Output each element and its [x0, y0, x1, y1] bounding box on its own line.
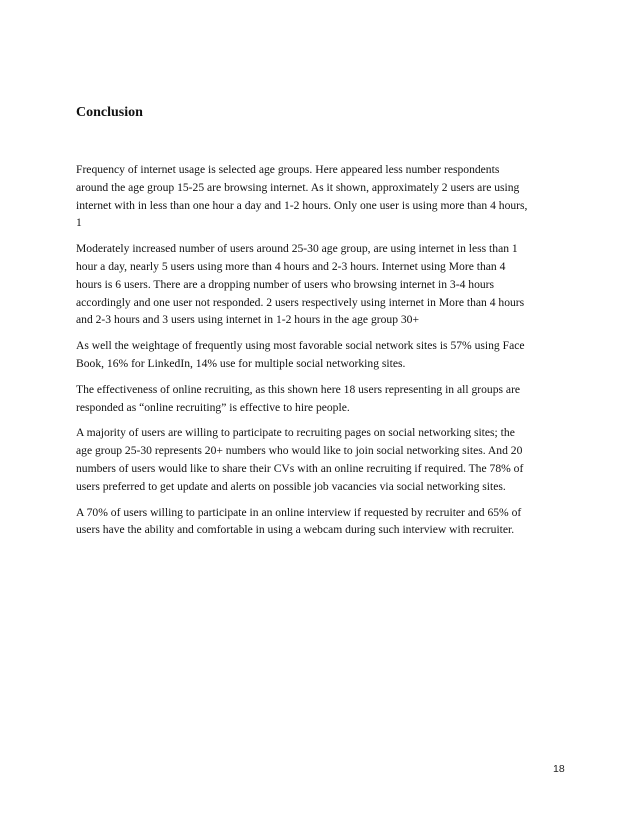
text-line: Book, 16% for LinkedIn, 14% use for multiple social networking sites.: [76, 356, 406, 370]
page-number: 18: [553, 763, 565, 775]
text-line: The effectiveness of online recruiting, as this shown here 18 users representing in all groups are: [76, 382, 521, 396]
paragraph: [76, 381, 566, 417]
text-line: around the age group 15-25 are browsing internet. As it shown, approximately 2 users are using: [76, 180, 520, 194]
text-line: internet with in less than one hour a day and 1-2 hours. Only one user is using more than 4 hours,: [76, 198, 528, 212]
text-line: As well the weightage of frequently using most favorable social network sites is 57% using Face: [76, 339, 525, 353]
text-line: users preferred to get update and alerts on possible job vacancies via social networking sites.: [76, 479, 506, 493]
text-line: responded as “online recruiting” is effective to hire people.: [76, 400, 350, 414]
text-line: numbers of users would like to share their CVs with an online recruiting if required. The 78% of: [76, 461, 524, 475]
paragraph: [76, 504, 566, 540]
text-line: A majority of users are willing to participate to recruiting pages on social networking sites; the: [76, 426, 515, 440]
text-line: and 2-3 hours and 3 users using internet in 1-2 hours in the age group 30+: [76, 313, 420, 327]
text-line: hours is 6 users. There are a dropping number of users who browsing internet in 3-4 hours: [76, 277, 495, 291]
text-line: hour a day, nearly 5 users using more than 4 hours and 2-3 hours. Internet using More than 4: [76, 259, 506, 273]
body-text: [76, 161, 566, 547]
text-line: A 70% of users willing to participate in an online interview if requested by recruiter and 65% of: [76, 505, 522, 519]
text-line: 1: [76, 216, 82, 230]
text-line: accordingly and one user not responded. 2 users respectively using internet in More than 4 hours: [76, 295, 525, 309]
text-line: age group 25-30 represents 20+ numbers who would like to join social networking sites. And 20: [76, 444, 523, 458]
paragraph: [76, 161, 566, 232]
text-line: users have the ability and comfortable in using a webcam during such interview with recruiter.: [76, 523, 515, 537]
section-heading: Conclusion: [76, 105, 143, 120]
paragraph: [76, 337, 566, 373]
paragraph: [76, 240, 566, 329]
text-line: Frequency of internet usage is selected age groups. Here appeared less number respondents: [76, 163, 500, 176]
paragraph: [76, 424, 566, 495]
text-line: Moderately increased number of users around 25-30 age group, are using internet in less than 1: [76, 242, 518, 256]
